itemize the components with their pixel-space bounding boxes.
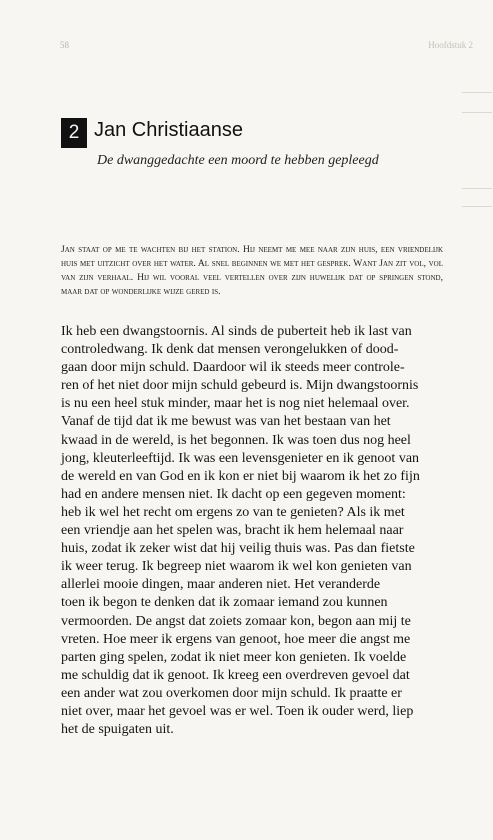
chapter-heading xyxy=(61,118,481,152)
body-line: kwaad in de wereld, is het begonnen. Ik was toen dus nog heel xyxy=(61,432,411,448)
bleed-through-line xyxy=(462,112,492,113)
body-line: parten ging spelen, zodat ik niet meer kon genieten. Ik voelde xyxy=(61,649,407,665)
bleed-through-line xyxy=(462,92,492,93)
body-line: een vriendje aan het spelen was, bracht ik hem helemaal naar xyxy=(61,523,404,539)
body-line: me schuldig dat ik genoot. Ik kreeg een overdreven gevoel dat xyxy=(61,667,410,683)
chapter-title: Jan Christiaanse xyxy=(94,119,243,141)
body-line: allerlei mooie dingen, maar anderen niet. Het veranderde xyxy=(61,577,381,593)
body-line: ren of het niet door mijn schuld gebeurd is. Mijn dwangstoornis xyxy=(61,378,419,394)
body-line: heb ik wel het recht om ergens zo van te genieten? Als ik met xyxy=(61,504,405,520)
body-line: vreten. Hoe meer ik ergens van genoot, hoe meer die angst me xyxy=(61,631,411,647)
running-head: Hoofdstuk 2 xyxy=(428,40,473,50)
body-line: is nu een heel stuk minder, maar het is nog niet helemaal over. xyxy=(61,396,410,412)
body-line: huis, zodat ik zeker wist dat hij veilig thuis was. Pas dan fietste xyxy=(61,541,415,557)
body-line: controledwang. Ik denk dat mensen verongelukken of dood- xyxy=(61,342,399,358)
body-line: niet over, maar het gevoel was er wel. Toen ik ouder werd, liep xyxy=(61,703,414,719)
body-line: het de spuigaten uit. xyxy=(61,722,174,738)
body-line: vermoorden. De angst dat zoiets zomaar kon, begon aan mij te xyxy=(61,613,411,629)
chapter-number-box: 2 xyxy=(61,118,87,148)
body-paragraph xyxy=(61,323,443,739)
bleed-through-line xyxy=(462,206,492,207)
intro-paragraph: Jan staat op me te wachten bij het station. Hij neemt me mee naar zijn huis, een vriendelijk huis met uitzicht over het water. Al snel beginnen we met het gesprek. Want Jan zit vol, vol van zijn verhaal. Hij wil vooral veel vertellen over zijn huwelijk dat op springen stond, maar dat op wonderlijke wijze gered is. xyxy=(61,244,443,297)
bleed-through-line xyxy=(462,188,492,189)
body-line: had en andere mensen niet. Ik dacht op een gegeven moment: xyxy=(61,486,406,502)
page-number: 58 xyxy=(60,40,69,50)
chapter-subtitle: De dwanggedachte een moord te hebben gepleegd xyxy=(97,153,379,168)
body-line: jong, kleuterleeftijd. Ik was een levensgenieter en ik genoot van xyxy=(61,450,420,466)
body-line: Vanaf de tijd dat ik me bewust was van het bestaan van het xyxy=(61,414,391,430)
body-line: een ander wat zou overkomen door mijn schuld. Ik praatte er xyxy=(61,685,402,701)
body-line: gaan door mijn schuld. Daardoor wil ik steeds meer controle- xyxy=(61,360,405,376)
body-line: ik weer terug. Ik begreep niet waarom ik wel kon genieten van xyxy=(61,559,412,575)
body-line: Ik heb een dwangstoornis. Al sinds de puberteit heb ik last van xyxy=(61,324,412,339)
body-line: de wereld en van God en ik kon er niet bij waarom ik het zo fijn xyxy=(61,468,420,484)
body-line: toen ik begon te denken dat ik zomaar iemand zou kunnen xyxy=(61,595,388,611)
